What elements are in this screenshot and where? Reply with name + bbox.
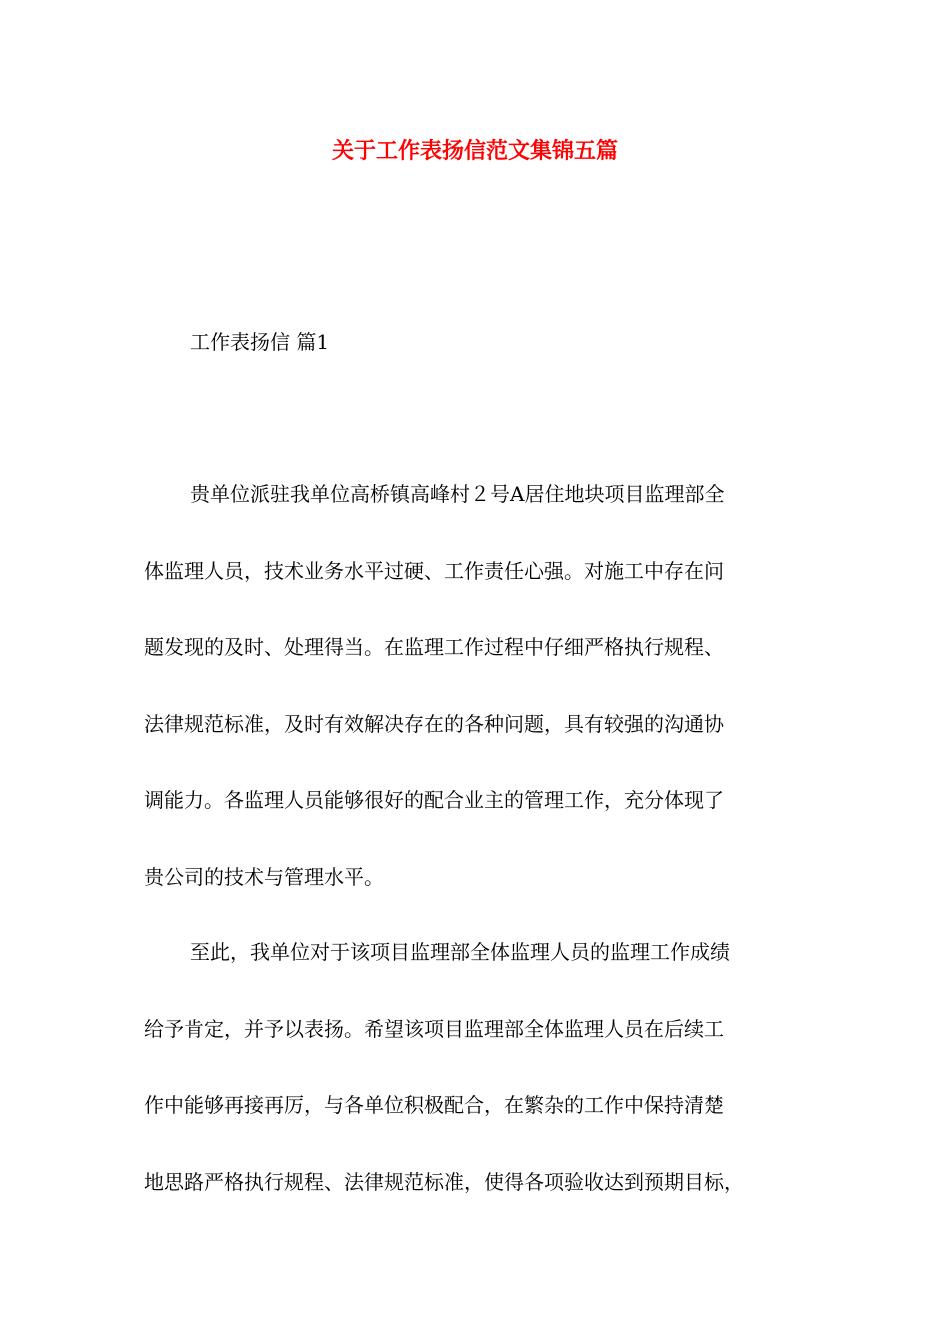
paragraph-line: 作中能够再接再厉，与各单位积极配合，在繁杂的工作中保持清楚 <box>144 1093 724 1117</box>
paragraph-2 <box>144 914 812 1220</box>
paragraph-line: 法律规范标准，及时有效解决存在的各种问题，具有较强的沟通协 <box>144 711 724 736</box>
paragraph-line: 体监理人员，技术业务水平过硬、工作责任心强。对施工中存在问 <box>144 558 724 583</box>
paragraph-line: 地思路严格执行规程、法律规范标准，使得各项验收达到预期目标， <box>144 1169 744 1194</box>
paragraph-line: 调能力。各监理人员能够很好的配合业主的管理工作，充分体现了 <box>144 788 724 812</box>
paragraph-line: 题发现的及时、处理得当。在监理工作过程中仔细严格执行规程、 <box>144 635 724 659</box>
paragraph-line: 贵单位派驻我单位高桥镇高峰村２号A居住地块项目监理部全 <box>190 482 725 506</box>
paragraph-line: 至此，我单位对于该项目监理部全体监理人员的监理工作成绩 <box>190 940 730 964</box>
document-title: 关于工作表扬信范文集锦五篇 <box>331 139 618 164</box>
paragraph-line: 贵公司的技术与管理水平。 <box>144 864 384 889</box>
paragraph-1 <box>144 456 812 915</box>
paragraph-line: 给予肯定，并予以表扬。希望该项目监理部全体监理人员在后续工 <box>144 1016 724 1041</box>
section-heading: 工作表扬信 篇1 <box>190 330 330 354</box>
